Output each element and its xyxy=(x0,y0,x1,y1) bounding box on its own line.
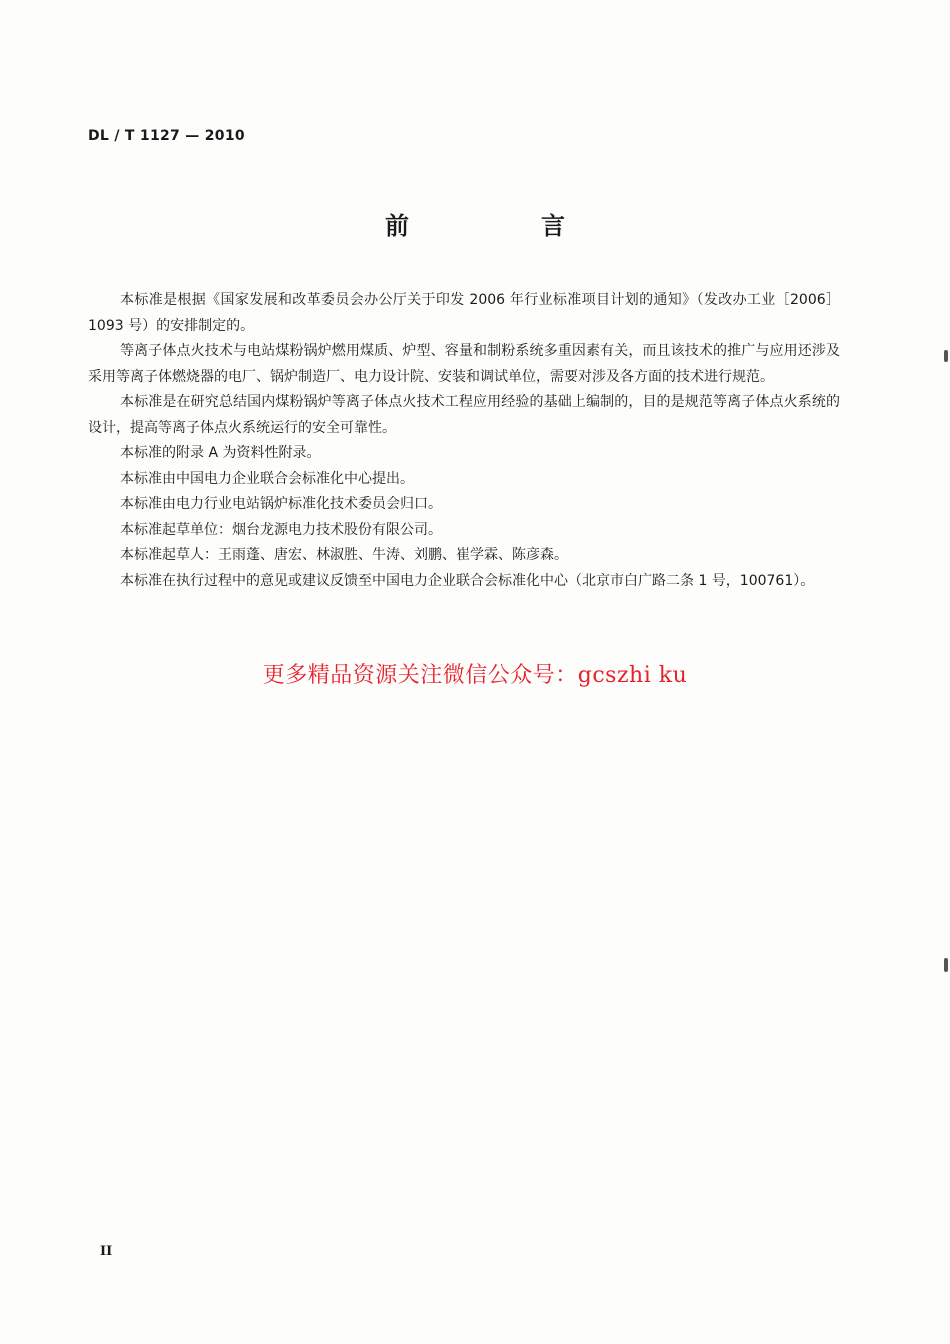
foreword-body xyxy=(88,288,840,594)
page-number: II xyxy=(100,1244,113,1259)
paragraph-3: 本标准是在研究总结国内煤粉锅炉等离子体点火技术工程应用经验的基础上编制的，目的是规范等离子体点火系统的设计，提高等离子体点火系统运行的安全可靠性。 xyxy=(88,394,840,436)
paragraph-8: 本标准起草人：王雨蓬、唐宏、林淑胜、牛涛、刘鹏、崔学霖、陈彦森。 xyxy=(120,547,568,563)
paragraph-6: 本标准由电力行业电站锅炉标准化技术委员会归口。 xyxy=(120,496,442,512)
page-title: 前 言 xyxy=(385,212,619,240)
scan-edge-mark xyxy=(944,350,948,362)
standard-code: DL / T 1127 — 2010 xyxy=(88,128,245,144)
paragraph-2: 等离子体点火技术与电站煤粉锅炉燃用煤质、炉型、容量和制粉系统多重因素有关，而且该技术的推广与应用还涉及采用等离子体燃烧器的电厂、锅炉制造厂、电力设计院、安装和调试单位，需要对涉及各方面的技术进行规范。 xyxy=(88,343,840,385)
paragraph-9: 本标准在执行过程中的意见或建议反馈至中国电力企业联合会标准化中心（北京市白广路二条 1 号，100761）。 xyxy=(120,572,815,589)
scan-edge-mark xyxy=(944,958,948,972)
paragraph-1: 本标准是根据《国家发展和改革委员会办公厅关于印发 2006 年行业标准项目计划的通知》（发改办工业［2006］1093 号）的安排制定的。 xyxy=(88,292,840,334)
promo-notice: 更多精品资源关注微信公众号：gcszhi ku xyxy=(262,663,688,688)
paragraph-7: 本标准起草单位：烟台龙源电力技术股份有限公司。 xyxy=(120,521,442,538)
paragraph-5: 本标准由中国电力企业联合会标准化中心提出。 xyxy=(120,470,414,487)
paragraph-4: 本标准的附录 A 为资料性附录。 xyxy=(120,445,321,461)
